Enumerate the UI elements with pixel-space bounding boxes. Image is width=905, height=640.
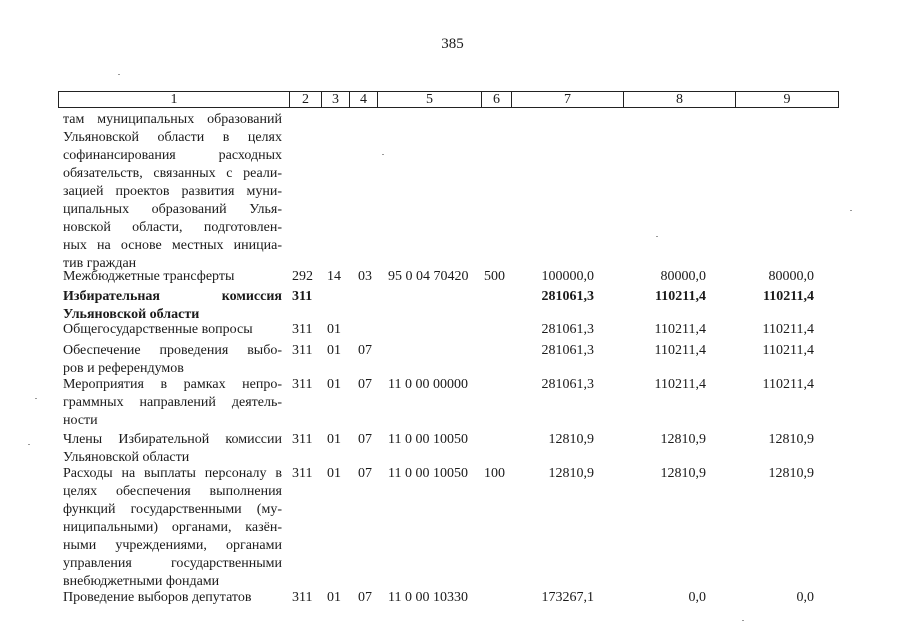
cell-col-9: 80000,0: [768, 269, 814, 284]
table-header: [58, 91, 839, 108]
row-description: [63, 288, 282, 324]
cell-col-7: 173267,1: [541, 590, 594, 605]
cell-col-3: 01: [327, 432, 341, 447]
description-line: Обеспечение проведения выбо-: [63, 343, 282, 358]
header-col-2: 2: [289, 91, 321, 108]
description-line: функций государственными (му-: [63, 502, 282, 517]
description-line: Межбюджетные трансферты: [63, 269, 235, 284]
header-col-4: 4: [349, 91, 377, 108]
cell-col-4: 07: [358, 377, 372, 392]
description-line: ципальных образований Улья-: [63, 202, 282, 217]
cell-col-3: 01: [327, 466, 341, 481]
row-description: [63, 376, 282, 430]
description-line: ных на основе местных инициа-: [63, 238, 282, 253]
description-line: обязательств, связанных с реали-: [63, 166, 282, 181]
cell-col-8: 110211,4: [654, 377, 706, 392]
cell-col-3: 14: [327, 269, 341, 284]
header-col-9: 9: [735, 91, 839, 108]
cell-col-7: 100000,0: [541, 269, 594, 284]
cell-col-9: 12810,9: [768, 466, 814, 481]
cell-col-8: 80000,0: [660, 269, 706, 284]
cell-col-2: 311: [292, 343, 313, 358]
cell-col-9: 110211,4: [763, 289, 814, 304]
cell-col-5: 95 0 04 70420: [388, 269, 469, 284]
description-line: целях обеспечения выполнения: [63, 484, 282, 499]
cell-col-7: 12810,9: [548, 466, 594, 481]
row-description: [63, 589, 282, 607]
header-col-1: 1: [58, 91, 289, 108]
description-line: Ульяновской области: [63, 307, 200, 322]
cell-col-6: 100: [484, 466, 505, 481]
cell-col-2: 292: [292, 269, 313, 284]
header-col-8: 8: [623, 91, 735, 108]
cell-col-3: 01: [327, 322, 341, 337]
cell-col-7: 281061,3: [541, 289, 594, 304]
cell-col-4: 07: [358, 432, 372, 447]
scan-speck: [28, 444, 30, 445]
cell-col-4: 07: [358, 590, 372, 605]
description-line: внебюджетными фондами: [63, 574, 220, 589]
cell-col-3: 01: [327, 377, 341, 392]
cell-col-9: 12810,9: [768, 432, 814, 447]
description-line: Проведение выборов депутатов: [63, 590, 252, 605]
description-line: Мероприятия в рамках непро-: [63, 377, 282, 392]
cell-col-8: 110211,4: [655, 289, 706, 304]
header-col-5: 5: [377, 91, 481, 108]
cell-col-7: 12810,9: [548, 432, 594, 447]
description-line: Ульяновской области в целях: [63, 130, 282, 145]
page-number: 385: [441, 36, 464, 52]
header-col-3: 3: [321, 91, 349, 108]
description-line: тив граждан: [63, 256, 137, 271]
description-line: Ульяновской области: [63, 450, 190, 465]
description-line: ными учреждениями, органами: [63, 538, 282, 553]
description-line: ности: [63, 413, 98, 428]
cell-col-7: 281061,3: [541, 322, 594, 337]
cell-col-8: 0,0: [688, 590, 706, 605]
cell-col-5: 11 0 00 10050: [388, 466, 468, 481]
cell-col-7: 281061,3: [541, 377, 594, 392]
cell-col-5: 11 0 00 10050: [388, 432, 468, 447]
cell-col-3: 01: [327, 590, 341, 605]
row-description: [63, 342, 282, 378]
cell-col-4: 07: [358, 466, 372, 481]
description-line: Общегосударственные вопросы: [63, 322, 253, 337]
row-description: [63, 111, 282, 273]
description-line: новской области, подготовлен-: [63, 220, 282, 235]
cell-col-2: 311: [292, 377, 313, 392]
row-description: [63, 268, 282, 286]
cell-col-2: 311: [292, 590, 313, 605]
cell-col-2: 311: [292, 322, 313, 337]
description-line: Члены Избирательной комиссии: [63, 432, 282, 447]
scan-speck: [35, 398, 37, 399]
cell-col-3: 01: [327, 343, 341, 358]
cell-col-9: 0,0: [796, 590, 814, 605]
cell-col-8: 12810,9: [660, 466, 706, 481]
cell-col-2: 311: [292, 432, 313, 447]
cell-col-2: 311: [292, 289, 313, 304]
cell-col-2: 311: [292, 466, 313, 481]
row-description: [63, 431, 282, 467]
description-line: Избирательная комиссия: [63, 289, 282, 304]
cell-col-6: 500: [484, 269, 505, 284]
cell-col-9: 110211,4: [762, 343, 814, 358]
cell-col-4: 03: [358, 269, 372, 284]
description-line: граммных направлений деятель-: [63, 395, 282, 410]
description-line: управления государственными: [63, 556, 282, 571]
cell-col-9: 110211,4: [762, 377, 814, 392]
cell-col-5: 11 0 00 10330: [388, 590, 468, 605]
cell-col-8: 110211,4: [654, 343, 706, 358]
description-line: ров и референдумов: [63, 361, 184, 376]
row-description: [63, 321, 282, 339]
cell-col-8: 110211,4: [654, 322, 706, 337]
description-line: там муниципальных образований: [63, 112, 282, 127]
description-line: ниципальными) органами, казён-: [63, 520, 282, 535]
cell-col-7: 281061,3: [541, 343, 594, 358]
row-description: [63, 465, 282, 591]
header-col-6: 6: [481, 91, 511, 108]
scan-speck: [742, 620, 744, 621]
description-line: Расходы на выплаты персоналу в: [63, 466, 282, 481]
description-line: зацией проектов развития муни-: [63, 184, 282, 199]
scan-speck: [118, 74, 120, 75]
cell-col-9: 110211,4: [762, 322, 814, 337]
cell-col-5: 11 0 00 00000: [388, 377, 468, 392]
header-col-7: 7: [511, 91, 623, 108]
scan-speck: [382, 154, 384, 155]
scan-speck: [656, 236, 658, 237]
cell-col-4: 07: [358, 343, 372, 358]
cell-col-8: 12810,9: [660, 432, 706, 447]
description-line: софинансирования расходных: [63, 148, 282, 163]
scan-speck: [850, 210, 852, 211]
